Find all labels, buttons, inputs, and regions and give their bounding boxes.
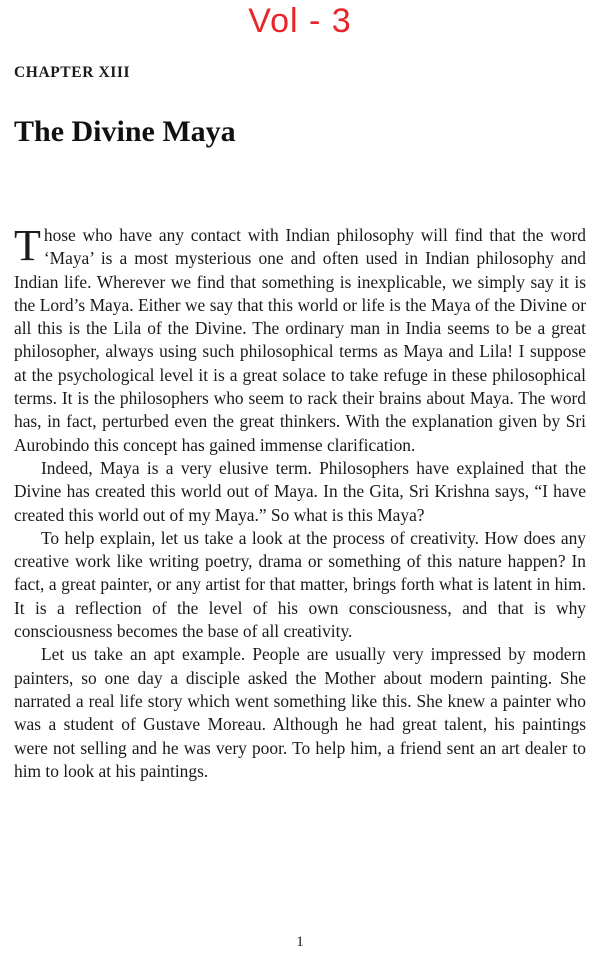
paragraph-3: To help explain, let us take a look at the process of creativity. How does any creative work like writing poetry, drama or something of this nature happen? In fact, a great painter, or any artist for that matter, brings forth what is latent in him. It is a reflection of the level of his own consciousness, and that is why consciousness becomes the base of all creativity. bbox=[14, 527, 586, 642]
page-number: 1 bbox=[296, 934, 304, 950]
paragraph-1 bbox=[14, 221, 586, 457]
chapter-body bbox=[14, 221, 586, 783]
paragraph-1-text: hose who have any contact with Indian philosophy will find that the word ‘Maya’ is a most mysterious one and often used in Indian philosophy and Indian life. Wherever we find that something is inexplicable, we simply say it is the Lord’s Maya. Either we say that this world or life is the Maya of the Divine or all this is the Lila of the Divine. The ordinary man in India seems to be a great philosopher, always using such philosophical terms as Maya and Lila! I suppose at the psychological level it is a great solace to take refuge in these philosophical terms. It is the philosophers who seem to rack their brains about Maya. The word has, in fact, perturbed even the great thinkers. With the explanation given by Sri Aurobindo this concept has gained immense clarification. bbox=[14, 225, 586, 455]
chapter-label: CHAPTER XIII bbox=[14, 64, 131, 81]
paragraph-4: Let us take an apt example. People are usually very impressed by modern painters, so one day a disciple asked the Mother about modern painting. She narrated a real life story which went something like this. She knew a painter who was a student of Gustave Moreau. Although he had great talent, his paintings were not selling and he was very poor. To help him, a friend sent an art dealer to him to look at his paintings. bbox=[14, 644, 586, 781]
volume-label: Vol - 3 bbox=[248, 2, 352, 40]
chapter-title: The Divine Maya bbox=[14, 115, 236, 148]
drop-cap: T bbox=[14, 221, 41, 270]
paragraph-2: Indeed, Maya is a very elusive term. Philosophers have explained that the Divine has created this world out of Maya. In the Gita, Sri Krishna says, “I have created this world out of my Maya.” So what is this Maya? bbox=[14, 457, 586, 525]
